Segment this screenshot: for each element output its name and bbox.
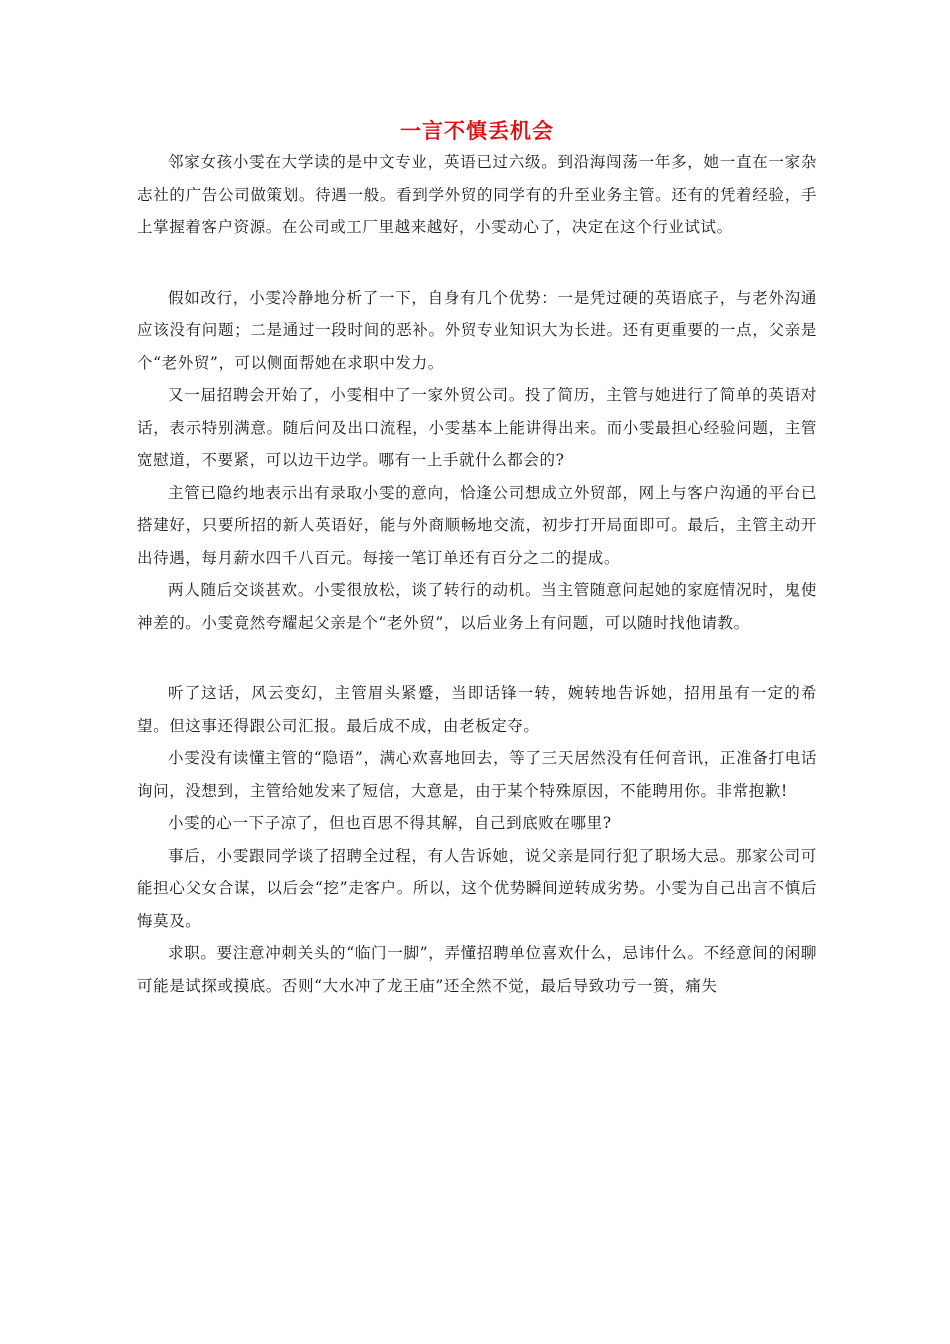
paragraph-7: 小雯没有读懂主管的“隐语”，满心欢喜地回去，等了三天居然没有任何音讯，正准备打电话询问，没想到，主管给她发来了短信，大意是，由于某个特殊原因，不能聘用你。非常抱歉! (137, 749, 817, 800)
paragraph-4: 主管已隐约地表示出有录取小雯的意向，恰逢公司想成立外贸部，网上与客户沟通的平台已搭建好，只要所招的新人英语好，能与外商顺畅地交流，初步打开局面即可。最后，主管主动开出待遇，每月薪水四千八百元。每接一笔订单还有百分之二的提成。 (137, 483, 817, 567)
paragraph-10: 求职。要注意冲刺关头的“临门一脚”，弄懂招聘单位喜欢什么，忌讳什么。不经意间的闲聊可能是试探或摸底。否则“大水冲了龙王庙”还全然不觉，最后导致功亏一篑，痛失 (137, 944, 817, 995)
article-title: 一言不慎丢机会 (400, 118, 554, 143)
paragraph-spacer (137, 244, 817, 282)
paragraph-6: 听了这话，风云变幻，主管眉头紧蹙，当即话锋一转，婉转地告诉她，招用虽有一定的希望。但这事还得跟公司汇报。最后成不成，由老板定夺。 (137, 684, 817, 735)
paragraph-3: 又一届招聘会开始了，小雯相中了一家外贸公司。投了简历，主管与她进行了简单的英语对话，表示特别满意。随后问及出口流程，小雯基本上能讲得出来。而小雯最担心经验问题，主管宽慰道，不要紧，可以边干边学。哪有一上手就什么都会的? (137, 386, 817, 469)
paragraph-8: 小雯的心一下子凉了，但也百思不得其解，自己到底败在哪里? (168, 814, 612, 832)
paragraph-5: 两人随后交谈甚欢。小雯很放松，谈了转行的动机。当主管随意问起她的家庭情况时，鬼使神差的。小雯竟然夸耀起父亲是个“老外贸”，以后业务上有问题，可以随时找他请教。 (137, 581, 817, 632)
document-page (137, 116, 817, 1002)
paragraph-1: 邻家女孩小雯在大学读的是中文专业，英语已过六级。到沿海闯荡一年多，她一直在一家杂志社的广告公司做策划。待遇一般。看到学外贸的同学有的升至业务主管。还有的凭着经验，手上掌握着客户资源。在公司或工厂里越来越好，小雯动心了，决定在这个行业试试。 (137, 153, 817, 236)
paragraph-spacer (137, 639, 817, 677)
paragraph-9: 事后，小雯跟同学谈了招聘全过程，有人告诉她，说父亲是同行犯了职场大忌。那家公司可能担心父女合谋，以后会“挖”走客户。所以，这个优势瞬间逆转成劣势。小雯为自己出言不慎后悔莫及。 (137, 846, 817, 930)
paragraph-2: 假如改行，小雯冷静地分析了一下，自身有几个优势：一是凭过硬的英语底子，与老外沟通应该没有问题；二是通过一段时间的恶补。外贸专业知识大为长进。还有更重要的一点，父亲是个“老外贸”，可以侧面帮她在求职中发力。 (137, 288, 817, 372)
